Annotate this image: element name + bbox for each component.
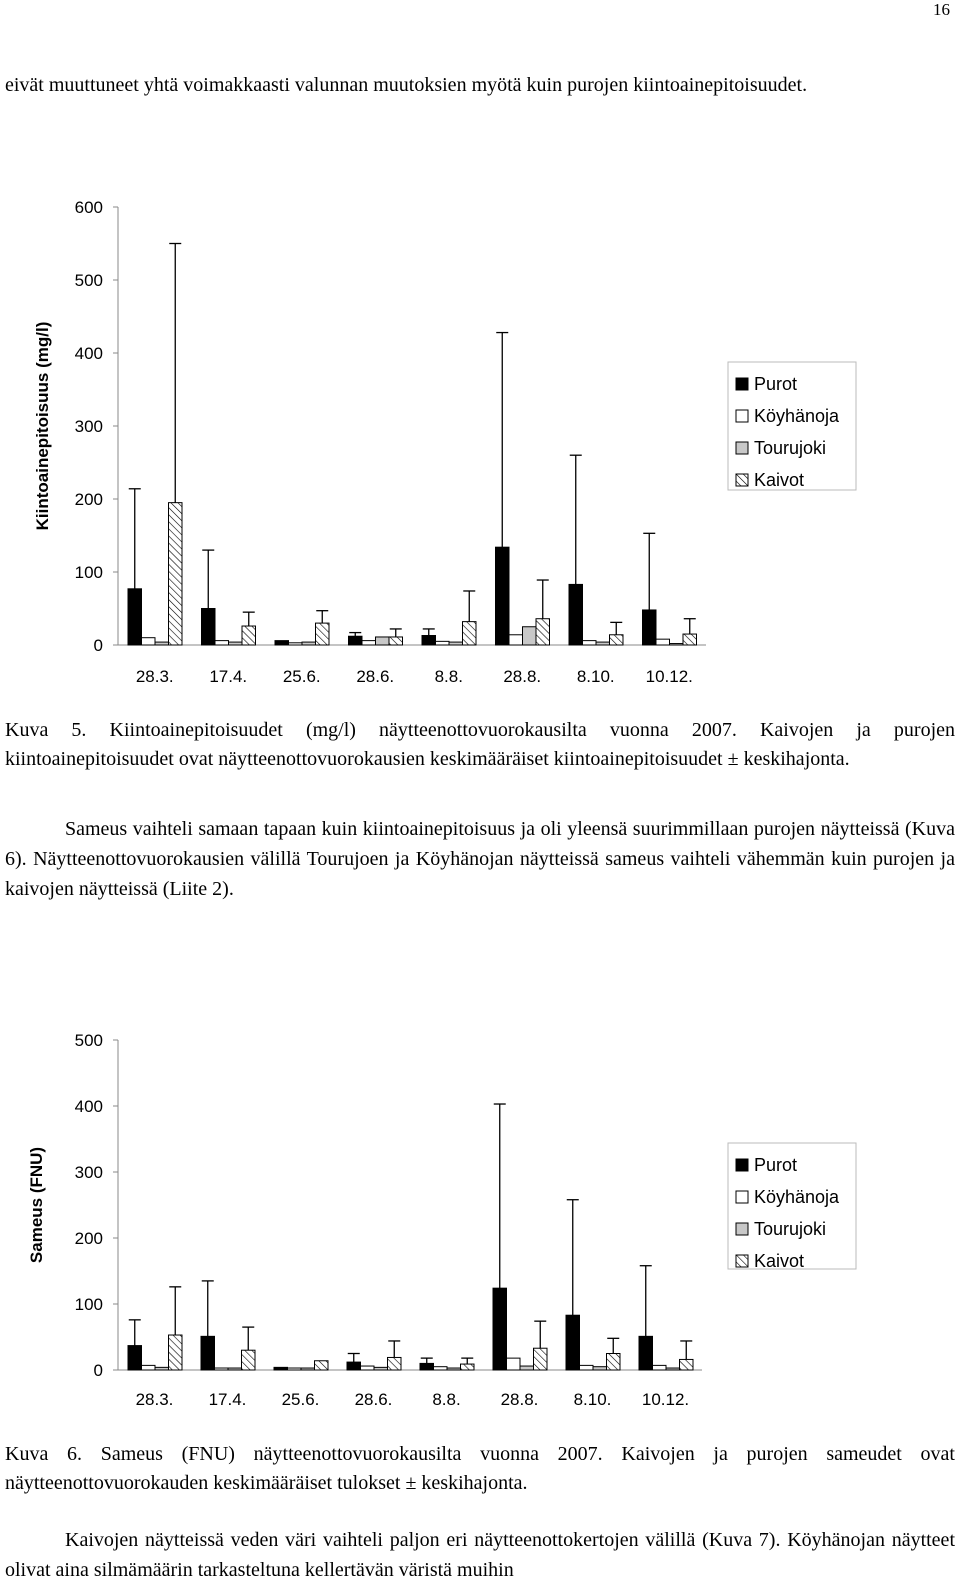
x-category-label: 8.8.: [434, 667, 463, 686]
legend-label: Tourujoki: [754, 438, 827, 458]
bar-Purot: [639, 1336, 653, 1370]
bar-Kaivot: [242, 1350, 256, 1370]
x-category-label: 17.4.: [209, 667, 248, 686]
legend-swatch-Purot: [736, 378, 748, 390]
x-category-label: 8.10.: [576, 667, 615, 686]
bar-Tourujoki: [228, 1368, 242, 1370]
bar-Purot: [643, 610, 657, 645]
bar-Kaivot: [316, 623, 330, 645]
legend-label: Köyhänoja: [754, 1187, 840, 1207]
y-tick-label: 300: [74, 417, 103, 436]
bar-Tourujoki: [449, 642, 463, 645]
bar-Kaivot: [242, 626, 256, 645]
bar-Köyhänoja: [215, 641, 229, 645]
bar-Tourujoki: [520, 1366, 534, 1370]
bar-Kaivot: [536, 619, 550, 645]
bar-Purot: [420, 1363, 434, 1370]
bar-Purot: [275, 641, 289, 645]
bar-Kaivot: [607, 1354, 621, 1371]
bar-Purot: [569, 584, 583, 645]
figure-caption-5: Kuva 5. Kiintoainepitoisuudet (mg/l) näytteenottovuorokausilta vuonna 2007. Kaivojen ja purojen kiintoainepitoisuudet ovat näytteenottovuorokausien keskimääräiset kiintoainepitoisuudet ± keskihajonta.: [5, 719, 955, 770]
bar-Kaivot: [389, 637, 403, 645]
y-tick-label: 300: [74, 1163, 103, 1182]
bar-Kaivot: [169, 503, 183, 645]
x-category-label: 10.12.: [641, 1390, 690, 1409]
y-tick-label: 400: [74, 344, 103, 363]
legend-label: Purot: [754, 1155, 798, 1175]
y-tick-label: 400: [74, 1097, 103, 1116]
bar-Köyhänoja: [580, 1365, 594, 1370]
legend-label: Köyhänoja: [754, 406, 840, 426]
x-category-label: 25.6.: [281, 1390, 320, 1409]
bar-Purot: [493, 1288, 507, 1370]
bar-Köyhänoja: [656, 639, 670, 645]
bar-Köyhänoja: [653, 1365, 667, 1370]
bar-Purot: [128, 589, 142, 645]
y-tick-label: 200: [74, 490, 103, 509]
bar-Köyhänoja: [509, 635, 523, 645]
bar-Tourujoki: [229, 642, 243, 645]
legend-swatch-Köyhänoja: [736, 410, 748, 422]
legend-swatch-Kaivot: [736, 1255, 748, 1267]
bar-Purot: [566, 1315, 580, 1370]
bar-Purot: [349, 636, 363, 645]
legend-label: Kaivot: [754, 470, 805, 490]
bar-Tourujoki: [596, 642, 610, 645]
paragraph-intro: eivät muuttuneet yhtä voimakkaasti valunnan muutoksien myötä kuin purojen kiintoainepitoisuudet.: [5, 74, 808, 96]
x-category-label: 28.6.: [354, 1390, 393, 1409]
x-category-label: 10.12.: [645, 667, 693, 686]
y-tick-label: 100: [74, 1295, 103, 1314]
legend-swatch-Tourujoki: [736, 442, 748, 454]
bar-Purot: [422, 636, 436, 645]
bar-Purot: [496, 547, 510, 645]
bar-Tourujoki: [374, 1367, 388, 1370]
bar-Köyhänoja: [361, 1366, 375, 1370]
bar-Köyhänoja: [507, 1358, 521, 1370]
legend-label: Purot: [754, 374, 798, 394]
bar-Köyhänoja: [215, 1368, 229, 1370]
bar-Köyhänoja: [436, 641, 450, 645]
bar-Tourujoki: [155, 1367, 169, 1370]
page-number: 16: [933, 0, 950, 19]
y-tick-label: 500: [74, 1031, 103, 1050]
bar-Purot: [128, 1346, 142, 1370]
bar-Tourujoki: [155, 642, 169, 645]
x-category-label: 28.3.: [135, 667, 174, 686]
x-category-label: 8.10.: [573, 1390, 612, 1409]
bar-Tourujoki: [523, 627, 537, 645]
legend-label: Kaivot: [754, 1251, 805, 1271]
bar-Köyhänoja: [583, 641, 597, 645]
bar-Kaivot: [534, 1348, 548, 1370]
bar-Köyhänoja: [289, 643, 303, 645]
legend-swatch-Tourujoki: [736, 1223, 748, 1235]
bar-Kaivot: [683, 634, 697, 645]
paragraph-sameus: Sameus vaihteli samaan tapaan kuin kiintoainepitoisuus ja oli yleensä suurimmillaan purojen näytteissä (Kuva 6). Näytteenottovuorokausien välillä Tourujoen ja Köyhänojan näytteissä sameus vaihteli vähemmän kuin purojen ja kaivojen näytteissä (Liite 2).: [5, 818, 955, 900]
y-tick-label: 0: [93, 1361, 103, 1380]
bar-Kaivot: [610, 635, 624, 645]
chart-kiintoaine: [0, 0, 960, 700]
legend-swatch-Kaivot: [736, 474, 748, 486]
x-category-label: 28.8.: [503, 667, 542, 686]
bar-Kaivot: [461, 1364, 475, 1370]
legend-label: Tourujoki: [754, 1219, 827, 1239]
chart-sameus: [0, 1000, 960, 1490]
bar-Tourujoki: [447, 1368, 461, 1370]
bar-Kaivot: [169, 1335, 183, 1370]
x-category-label: 17.4.: [208, 1390, 247, 1409]
bar-Tourujoki: [666, 1368, 680, 1370]
bar-Kaivot: [680, 1359, 694, 1370]
bar-Kaivot: [388, 1357, 402, 1370]
bar-Köyhänoja: [142, 638, 156, 645]
legend-swatch-Köyhänoja: [736, 1191, 748, 1203]
x-category-label: 28.6.: [356, 667, 395, 686]
y-tick-label: 500: [74, 271, 103, 290]
bar-Tourujoki: [670, 644, 684, 645]
bar-Kaivot: [315, 1361, 329, 1370]
bar-Köyhänoja: [142, 1365, 156, 1370]
bar-Köyhänoja: [434, 1367, 448, 1370]
bar-Köyhänoja: [362, 641, 376, 645]
bar-Tourujoki: [376, 637, 390, 645]
legend-swatch-Purot: [736, 1159, 748, 1171]
bar-Purot: [202, 609, 216, 646]
bar-Kaivot: [463, 622, 477, 645]
y-axis-label: Kiintoainepitoisuus (mg/l): [33, 321, 52, 531]
figure-caption-6: Kuva 6. Sameus (FNU) näytteenottovuorokausilta vuonna 2007. Kaivojen ja purojen sameudet ovat näytteenottovuorokauden keskimääräiset tulokset ± keskihajonta.: [5, 1443, 955, 1494]
y-tick-label: 0: [93, 636, 103, 655]
y-tick-label: 100: [74, 563, 103, 582]
bar-Tourujoki: [593, 1367, 607, 1370]
bar-Tourujoki: [301, 1368, 315, 1370]
bar-Köyhänoja: [288, 1368, 302, 1370]
x-category-label: 28.3.: [135, 1390, 174, 1409]
y-tick-label: 600: [74, 198, 103, 217]
y-axis-label: Sameus (FNU): [27, 1146, 46, 1264]
bar-Purot: [274, 1367, 288, 1370]
y-tick-label: 200: [74, 1229, 103, 1248]
bar-Purot: [347, 1362, 361, 1370]
x-category-label: 8.8.: [432, 1390, 461, 1409]
bar-Tourujoki: [302, 642, 316, 645]
x-category-label: 28.8.: [500, 1390, 539, 1409]
bar-Purot: [201, 1336, 215, 1370]
paragraph-vari: Kaivojen näytteissä veden väri vaihteli paljon eri näytteenottokertojen välillä (Kuva 7). Köyhänojan näytteet olivat aina silmämäärin tarkasteltuna kellertävän väristä muihin: [5, 1529, 955, 1581]
x-category-label: 25.6.: [282, 667, 321, 686]
